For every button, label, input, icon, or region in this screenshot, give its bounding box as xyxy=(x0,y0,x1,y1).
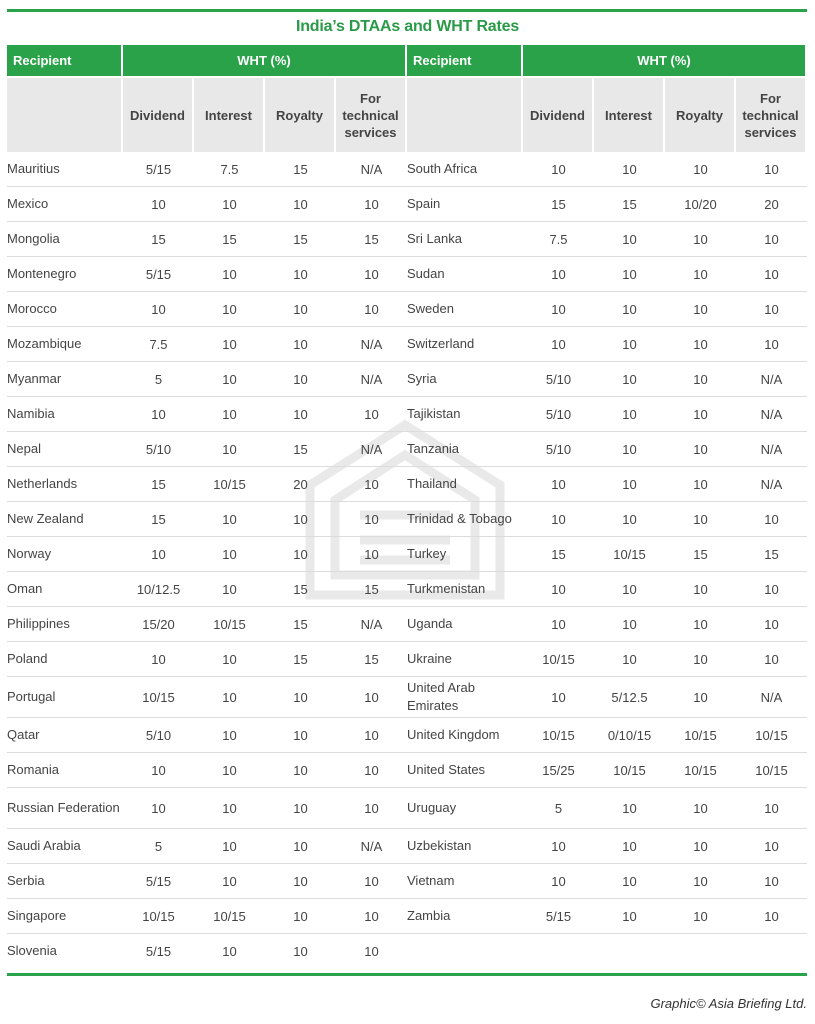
interest-cell: 10 xyxy=(594,864,665,899)
technical-cell: 10/15 xyxy=(736,753,807,788)
interest-cell: 15 xyxy=(594,187,665,222)
country-cell: Mozambique xyxy=(7,327,123,362)
technical-cell: 10 xyxy=(336,502,407,537)
royalty-cell: 10 xyxy=(665,362,736,397)
country-cell: South Africa xyxy=(407,152,523,187)
dividend-cell: 10 xyxy=(123,788,194,829)
technical-cell: N/A xyxy=(736,362,807,397)
interest-cell: 10 xyxy=(194,432,265,467)
technical-cell: 10 xyxy=(736,292,807,327)
interest-cell: 10 xyxy=(594,432,665,467)
dividend-cell: 5/10 xyxy=(123,432,194,467)
royalty-cell: 15 xyxy=(265,607,336,642)
royalty-cell: 10 xyxy=(665,292,736,327)
country-cell: United Arab Emirates xyxy=(407,677,523,718)
technical-cell: N/A xyxy=(736,677,807,718)
dividend-cell: 5/15 xyxy=(123,864,194,899)
royalty-cell: 10 xyxy=(265,187,336,222)
royalty-cell: 15 xyxy=(665,537,736,572)
dividend-cell: 10 xyxy=(123,537,194,572)
technical-cell: 10 xyxy=(336,677,407,718)
royalty-cell: 10 xyxy=(665,467,736,502)
table-row xyxy=(7,572,807,607)
country-cell: Netherlands xyxy=(7,467,123,502)
subheader-blank xyxy=(7,76,123,152)
technical-cell: 15 xyxy=(336,572,407,607)
interest-cell: 10 xyxy=(194,187,265,222)
technical-cell: N/A xyxy=(336,362,407,397)
interest-cell: 5/12.5 xyxy=(594,677,665,718)
wht-header: WHT (%) xyxy=(523,45,807,76)
country-cell: New Zealand xyxy=(7,502,123,537)
country-cell: Portugal xyxy=(7,677,123,718)
country-cell: Mexico xyxy=(7,187,123,222)
royalty-cell: 10 xyxy=(265,537,336,572)
table-row xyxy=(7,222,807,257)
interest-cell: 10/15 xyxy=(194,467,265,502)
interest-cell: 10 xyxy=(594,467,665,502)
technical-cell: 15 xyxy=(736,537,807,572)
country-cell: Norway xyxy=(7,537,123,572)
interest-cell: 10 xyxy=(594,788,665,829)
dividend-cell xyxy=(523,934,594,968)
interest-cell: 10 xyxy=(594,607,665,642)
interest-cell: 10 xyxy=(194,788,265,829)
technical-cell: 10 xyxy=(736,829,807,864)
technical-cell: 10 xyxy=(736,607,807,642)
top-divider xyxy=(7,9,807,12)
royalty-cell: 10 xyxy=(665,397,736,432)
technical-cell: 10 xyxy=(336,187,407,222)
interest-cell: 10 xyxy=(194,397,265,432)
dividend-cell: 15/25 xyxy=(523,753,594,788)
country-cell: Oman xyxy=(7,572,123,607)
country-cell: Nepal xyxy=(7,432,123,467)
interest-cell: 10 xyxy=(194,537,265,572)
interest-cell: 10 xyxy=(594,362,665,397)
interest-cell: 10 xyxy=(222,943,237,959)
royalty-cell xyxy=(665,934,736,968)
table-row xyxy=(7,829,807,864)
bottom-divider xyxy=(7,973,807,976)
royalty-cell: 10 xyxy=(665,899,736,934)
technical-cell: 10 xyxy=(736,572,807,607)
country-cell: Russian Federation xyxy=(7,788,123,829)
technical-cell: 10 xyxy=(736,327,807,362)
interest-cell: 10 xyxy=(194,572,265,607)
country-cell: Morocco xyxy=(7,292,123,327)
technical-cell: 10 xyxy=(736,788,807,829)
country-cell: Turkey xyxy=(407,537,523,572)
technical-cell: 20 xyxy=(736,187,807,222)
dividend-cell: 5/15 xyxy=(523,899,594,934)
interest-cell: 10 xyxy=(194,718,265,753)
country-cell xyxy=(407,934,523,968)
interest-cell: 10 xyxy=(594,642,665,677)
royalty-cell: 10 xyxy=(265,864,336,899)
dividend-cell: 10 xyxy=(523,502,594,537)
royalty-cell: 10 xyxy=(265,397,336,432)
table-row xyxy=(7,187,807,222)
dividend-cell: 5 xyxy=(123,829,194,864)
dividend-cell: 10 xyxy=(123,187,194,222)
technical-cell: N/A xyxy=(336,607,407,642)
royalty-cell: 10 xyxy=(665,327,736,362)
country-cell: Zambia xyxy=(407,899,523,934)
royalty-cell: 15 xyxy=(265,222,336,257)
wht-header: WHT (%) xyxy=(123,45,407,76)
country-cell: Qatar xyxy=(7,718,123,753)
royalty-cell: 10 xyxy=(265,753,336,788)
country-cell: Singapore xyxy=(7,899,123,934)
interest-cell: 10/15 xyxy=(194,607,265,642)
royalty-cell: 20 xyxy=(265,467,336,502)
technical-cell: 10 xyxy=(736,222,807,257)
country-cell: Thailand xyxy=(407,467,523,502)
interest-cell: 10 xyxy=(194,502,265,537)
country-cell: Switzerland xyxy=(407,327,523,362)
royalty-cell: 10/20 xyxy=(665,187,736,222)
technical-cell: 15 xyxy=(336,222,407,257)
technical-cell: 10 xyxy=(336,467,407,502)
royalty-cell: 10 xyxy=(265,677,336,718)
country-cell: Spain xyxy=(407,187,523,222)
dividend-cell: 15/20 xyxy=(123,607,194,642)
dividend-cell: 7.5 xyxy=(123,327,194,362)
interest-cell: 10 xyxy=(594,829,665,864)
interest-cell: 10 xyxy=(594,572,665,607)
interest-cell: 10 xyxy=(194,327,265,362)
dividend-cell: 5/10 xyxy=(523,397,594,432)
interest-cell: 15 xyxy=(194,222,265,257)
technical-cell: N/A xyxy=(336,432,407,467)
technical-cell: 10 xyxy=(336,788,407,829)
country-cell: Saudi Arabia xyxy=(7,829,123,864)
royalty-cell: 10 xyxy=(665,829,736,864)
country-cell: Uruguay xyxy=(407,788,523,829)
technical-cell: N/A xyxy=(336,829,407,864)
table-row xyxy=(7,788,807,829)
dividend-cell: 10 xyxy=(523,257,594,292)
country-cell: Romania xyxy=(7,753,123,788)
interest-cell: 10/15 xyxy=(594,537,665,572)
dividend-cell: 10/15 xyxy=(123,899,194,934)
technical-cell: 15 xyxy=(336,642,407,677)
interest-cell: 10 xyxy=(194,642,265,677)
table-row xyxy=(7,537,807,572)
royalty-header: Royalty xyxy=(665,76,736,152)
interest-cell: 10 xyxy=(194,292,265,327)
table-row xyxy=(7,642,807,677)
table-row xyxy=(7,502,807,537)
interest-header: Interest xyxy=(594,76,665,152)
interest-cell: 10 xyxy=(194,362,265,397)
royalty-cell: 10 xyxy=(665,864,736,899)
dividend-cell: 10/15 xyxy=(123,677,194,718)
dividend-cell: 10 xyxy=(123,642,194,677)
technical-cell: N/A xyxy=(336,327,407,362)
dividend-cell: 10 xyxy=(523,152,594,187)
technical-cell: 10 xyxy=(336,257,407,292)
dividend-cell: 5/15 xyxy=(145,943,172,959)
royalty-cell: 10/15 xyxy=(665,753,736,788)
country-cell: Tajikistan xyxy=(407,397,523,432)
country-cell: Sri Lanka xyxy=(407,222,523,257)
technical-services-header: For technical services xyxy=(736,76,807,152)
royalty-cell: 10 xyxy=(665,257,736,292)
dividend-cell: 5/10 xyxy=(123,718,194,753)
royalty-cell: 10 xyxy=(665,152,736,187)
table-row xyxy=(7,327,807,362)
table-row xyxy=(7,607,807,642)
royalty-cell: 15 xyxy=(265,152,336,187)
technical-cell: 10 xyxy=(336,753,407,788)
royalty-cell: 10 xyxy=(665,572,736,607)
technical-cell: N/A xyxy=(336,152,407,187)
dividend-cell: 15 xyxy=(123,467,194,502)
royalty-cell: 15 xyxy=(265,572,336,607)
country-cell: Uzbekistan xyxy=(407,829,523,864)
royalty-cell: 10 xyxy=(265,362,336,397)
technical-cell: 10 xyxy=(364,943,379,959)
royalty-cell: 10 xyxy=(265,788,336,829)
table-row xyxy=(7,152,807,187)
country-cell: Sudan xyxy=(407,257,523,292)
royalty-cell: 10 xyxy=(265,292,336,327)
technical-cell: 10 xyxy=(336,397,407,432)
interest-cell: 10 xyxy=(594,222,665,257)
table-row xyxy=(7,257,807,292)
royalty-cell: 10 xyxy=(265,718,336,753)
country-cell: Turkmenistan xyxy=(407,572,523,607)
dividend-cell: 10 xyxy=(523,677,594,718)
interest-cell: 10 xyxy=(594,397,665,432)
dividend-cell: 10 xyxy=(523,607,594,642)
technical-cell: 10 xyxy=(736,899,807,934)
table-row xyxy=(7,899,807,934)
interest-cell: 0/10/15 xyxy=(594,718,665,753)
dividend-cell: 15 xyxy=(123,222,194,257)
interest-cell xyxy=(594,934,665,968)
interest-cell: 10 xyxy=(194,829,265,864)
country-cell: Syria xyxy=(407,362,523,397)
dividend-cell: 7.5 xyxy=(523,222,594,257)
technical-cell: 10 xyxy=(736,502,807,537)
dtaa-table xyxy=(7,45,807,968)
dividend-cell: 5 xyxy=(123,362,194,397)
royalty-cell: 10/15 xyxy=(665,718,736,753)
technical-cell: 10 xyxy=(336,537,407,572)
interest-cell: 10 xyxy=(594,899,665,934)
dividend-cell: 15 xyxy=(123,502,194,537)
interest-cell: 10 xyxy=(194,864,265,899)
interest-header: Interest xyxy=(194,76,265,152)
royalty-cell: 10 xyxy=(665,502,736,537)
country-cell: Namibia xyxy=(7,397,123,432)
dividend-cell: 10 xyxy=(523,467,594,502)
technical-cell: 10 xyxy=(336,292,407,327)
royalty-cell: 10 xyxy=(265,327,336,362)
page-title: India’s DTAAs and WHT Rates xyxy=(295,18,520,35)
technical-cell: 10 xyxy=(336,899,407,934)
dividend-cell: 15 xyxy=(523,187,594,222)
interest-cell: 7.5 xyxy=(194,152,265,187)
dividend-cell: 5 xyxy=(523,788,594,829)
dividend-cell: 10 xyxy=(523,864,594,899)
interest-cell: 10 xyxy=(594,327,665,362)
header-row xyxy=(7,45,807,76)
dividend-cell: 10 xyxy=(123,753,194,788)
royalty-cell: 10 xyxy=(665,432,736,467)
interest-cell: 10/15 xyxy=(194,899,265,934)
country-cell: Myanmar xyxy=(7,362,123,397)
dividend-cell: 10 xyxy=(123,397,194,432)
royalty-header: Royalty xyxy=(265,76,336,152)
royalty-cell: 10 xyxy=(665,788,736,829)
table-row xyxy=(7,362,807,397)
interest-cell: 10 xyxy=(594,502,665,537)
technical-cell: 10 xyxy=(736,864,807,899)
dividend-cell: 10 xyxy=(123,292,194,327)
country-cell: Trinidad & Tobago xyxy=(407,502,523,537)
technical-cell: 10/15 xyxy=(736,718,807,753)
dividend-cell: 10 xyxy=(523,292,594,327)
dividend-cell: 10 xyxy=(523,327,594,362)
royalty-cell: 10 xyxy=(265,829,336,864)
dividend-cell: 5/10 xyxy=(523,362,594,397)
country-cell: Vietnam xyxy=(407,864,523,899)
royalty-cell: 10 xyxy=(293,943,308,959)
dividend-header: Dividend xyxy=(523,76,594,152)
royalty-cell: 10 xyxy=(265,257,336,292)
dividend-cell: 10/15 xyxy=(523,718,594,753)
country-cell: United Kingdom xyxy=(407,718,523,753)
table-row xyxy=(7,718,807,753)
interest-cell: 10 xyxy=(194,677,265,718)
country-cell: Tanzania xyxy=(407,432,523,467)
country-cell: Uganda xyxy=(407,607,523,642)
table-row xyxy=(7,467,807,502)
interest-cell: 10 xyxy=(194,257,265,292)
technical-cell: N/A xyxy=(736,432,807,467)
interest-cell: 10 xyxy=(594,257,665,292)
dividend-cell: 10 xyxy=(523,572,594,607)
technical-cell: 10 xyxy=(336,864,407,899)
country-cell: Montenegro xyxy=(7,257,123,292)
royalty-cell: 15 xyxy=(265,642,336,677)
dividend-cell: 10/15 xyxy=(523,642,594,677)
country-cell: Slovenia xyxy=(7,943,57,958)
recipient-header: Recipient xyxy=(407,45,523,76)
dividend-cell: 5/10 xyxy=(523,432,594,467)
table-row xyxy=(7,397,807,432)
dividend-cell: 10 xyxy=(523,829,594,864)
table-row xyxy=(7,677,807,718)
royalty-cell: 15 xyxy=(265,432,336,467)
royalty-cell: 10 xyxy=(665,642,736,677)
country-cell: Mauritius xyxy=(7,152,123,187)
technical-cell: 10 xyxy=(736,257,807,292)
subheader-row xyxy=(7,76,807,152)
royalty-cell: 10 xyxy=(665,222,736,257)
dividend-cell: 5/15 xyxy=(123,152,194,187)
technical-cell xyxy=(736,934,807,968)
table-row xyxy=(7,432,807,467)
country-cell: United States xyxy=(407,753,523,788)
interest-cell: 10/15 xyxy=(594,753,665,788)
recipient-header: Recipient xyxy=(7,45,123,76)
country-cell: Sweden xyxy=(407,292,523,327)
table-row xyxy=(7,864,807,899)
country-cell: Philippines xyxy=(7,607,123,642)
country-cell: Mongolia xyxy=(7,222,123,257)
dividend-cell: 10/12.5 xyxy=(123,572,194,607)
graphic-credit: Graphic© Asia Briefing Ltd. xyxy=(650,996,807,1011)
subheader-blank xyxy=(407,76,523,152)
technical-services-header: For technical services xyxy=(336,76,407,152)
interest-cell: 10 xyxy=(594,292,665,327)
technical-cell: 10 xyxy=(336,718,407,753)
technical-cell: 10 xyxy=(736,642,807,677)
table-row xyxy=(7,934,807,968)
country-cell: Serbia xyxy=(7,864,123,899)
royalty-cell: 10 xyxy=(265,899,336,934)
dividend-cell: 5/15 xyxy=(123,257,194,292)
country-cell: Ukraine xyxy=(407,642,523,677)
royalty-cell: 10 xyxy=(665,677,736,718)
dividend-header: Dividend xyxy=(123,76,194,152)
technical-cell: N/A xyxy=(736,467,807,502)
dividend-cell: 15 xyxy=(523,537,594,572)
table-row xyxy=(7,753,807,788)
technical-cell: 10 xyxy=(736,152,807,187)
table-row xyxy=(7,292,807,327)
technical-cell: N/A xyxy=(736,397,807,432)
royalty-cell: 10 xyxy=(665,607,736,642)
royalty-cell: 10 xyxy=(265,502,336,537)
country-cell: Poland xyxy=(7,642,123,677)
interest-cell: 10 xyxy=(194,753,265,788)
interest-cell: 10 xyxy=(594,152,665,187)
